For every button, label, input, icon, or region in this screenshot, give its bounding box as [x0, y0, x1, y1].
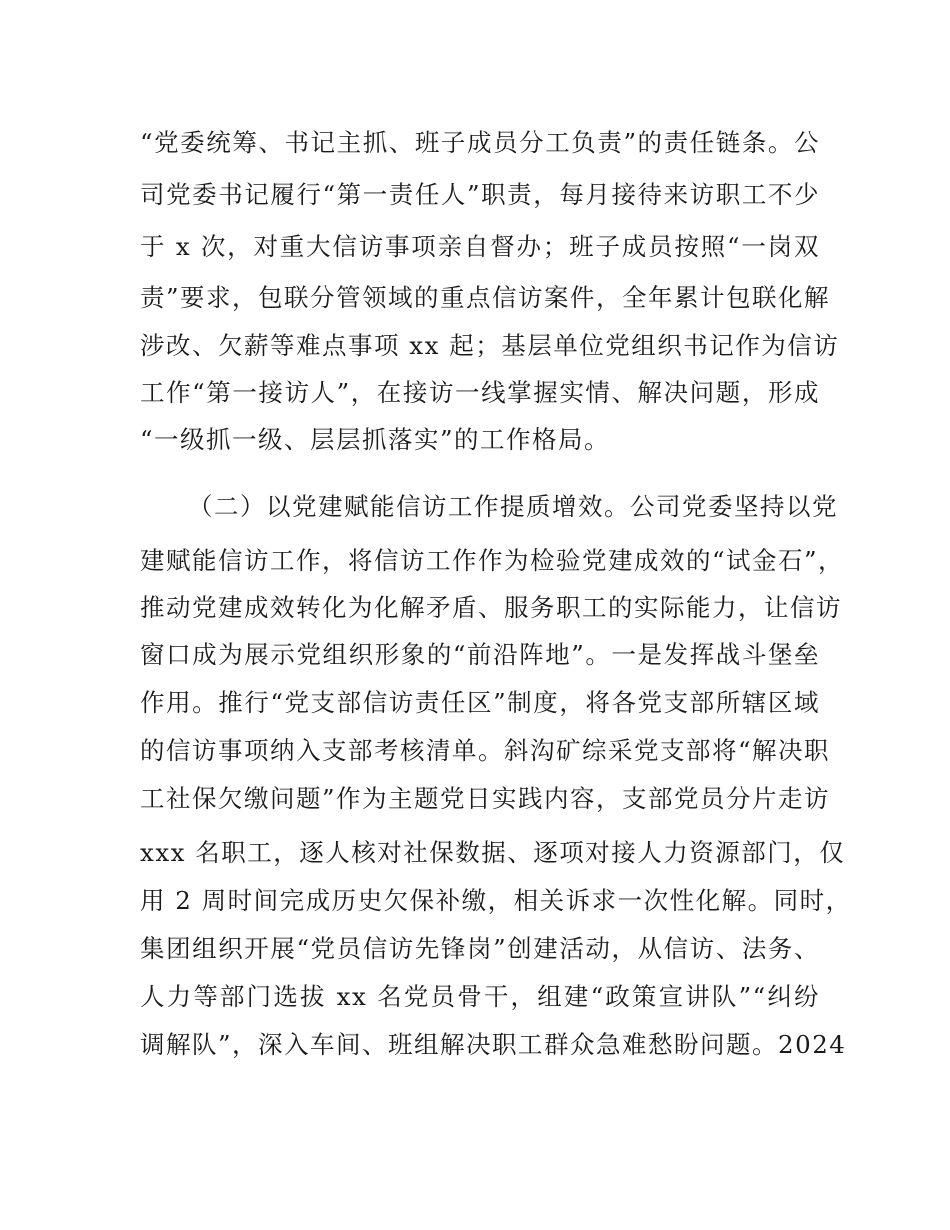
- text-line: 作用。推行“党支部信访责任区”制度，将各党支部所辖区域: [140, 688, 820, 717]
- text-line: 建赋能信访工作，将信访工作作为检验党建成效的“试金石”，: [140, 546, 845, 575]
- text-line: 责”要求，包联分管领域的重点信访案件，全年累计包联化解: [140, 283, 831, 312]
- text-line: 推动党建成效转化为化解矛盾、服务职工的实际能力，让信访: [140, 593, 842, 622]
- text-line: 窗口成为展示党组织形象的“前沿阵地”。一是发挥战斗堡垒: [140, 640, 820, 669]
- text-line: 于 x 次，对重大信访事项亲自督办；班子成员按照“一岗双: [140, 232, 820, 261]
- text-line: 集团组织开展“党员信访先锋岗”创建活动，从信访、法务、: [140, 934, 820, 963]
- text-line: （二）以党建赋能信访工作提质增效。公司党委坚持以党: [188, 492, 838, 521]
- text-line: “党委统筹、书记主抓、班子成员分工负责”的责任链条。公: [140, 128, 820, 157]
- text-line: 司党委书记履行“第一责任人”职责，每月接待来访职工不少: [140, 180, 820, 209]
- text-line: xxx 名职工，逐人核对社保数据、逐项对接人力资源部门，仅: [140, 838, 846, 867]
- text-line: 人力等部门选拔 xx 名党员骨干，组建“政策宣讲队”“纠纷: [140, 982, 820, 1011]
- text-line: 用 2 周时间完成历史欠保补缴，相关诉求一次性化解。同时，: [140, 886, 852, 915]
- text-line: 的信访事项纳入支部考核清单。斜沟矿综采党支部将“解决职: [140, 736, 831, 765]
- text-line: 工作“第一接访人”，在接访一线掌握实情、解决问题，形成: [140, 378, 820, 407]
- text-line: “一级抓一级、层层抓落实”的工作格局。: [140, 425, 611, 454]
- text-line: 涉改、欠薪等难点事项 xx 起；基层单位党组织书记作为信访: [140, 331, 840, 360]
- text-line: 工社保欠缴问题”作为主题党日实践内容，支部党员分片走访: [140, 784, 831, 813]
- text-line: 调解队”，深入车间、班组解决职工群众急难愁盼问题。2024: [140, 1030, 847, 1059]
